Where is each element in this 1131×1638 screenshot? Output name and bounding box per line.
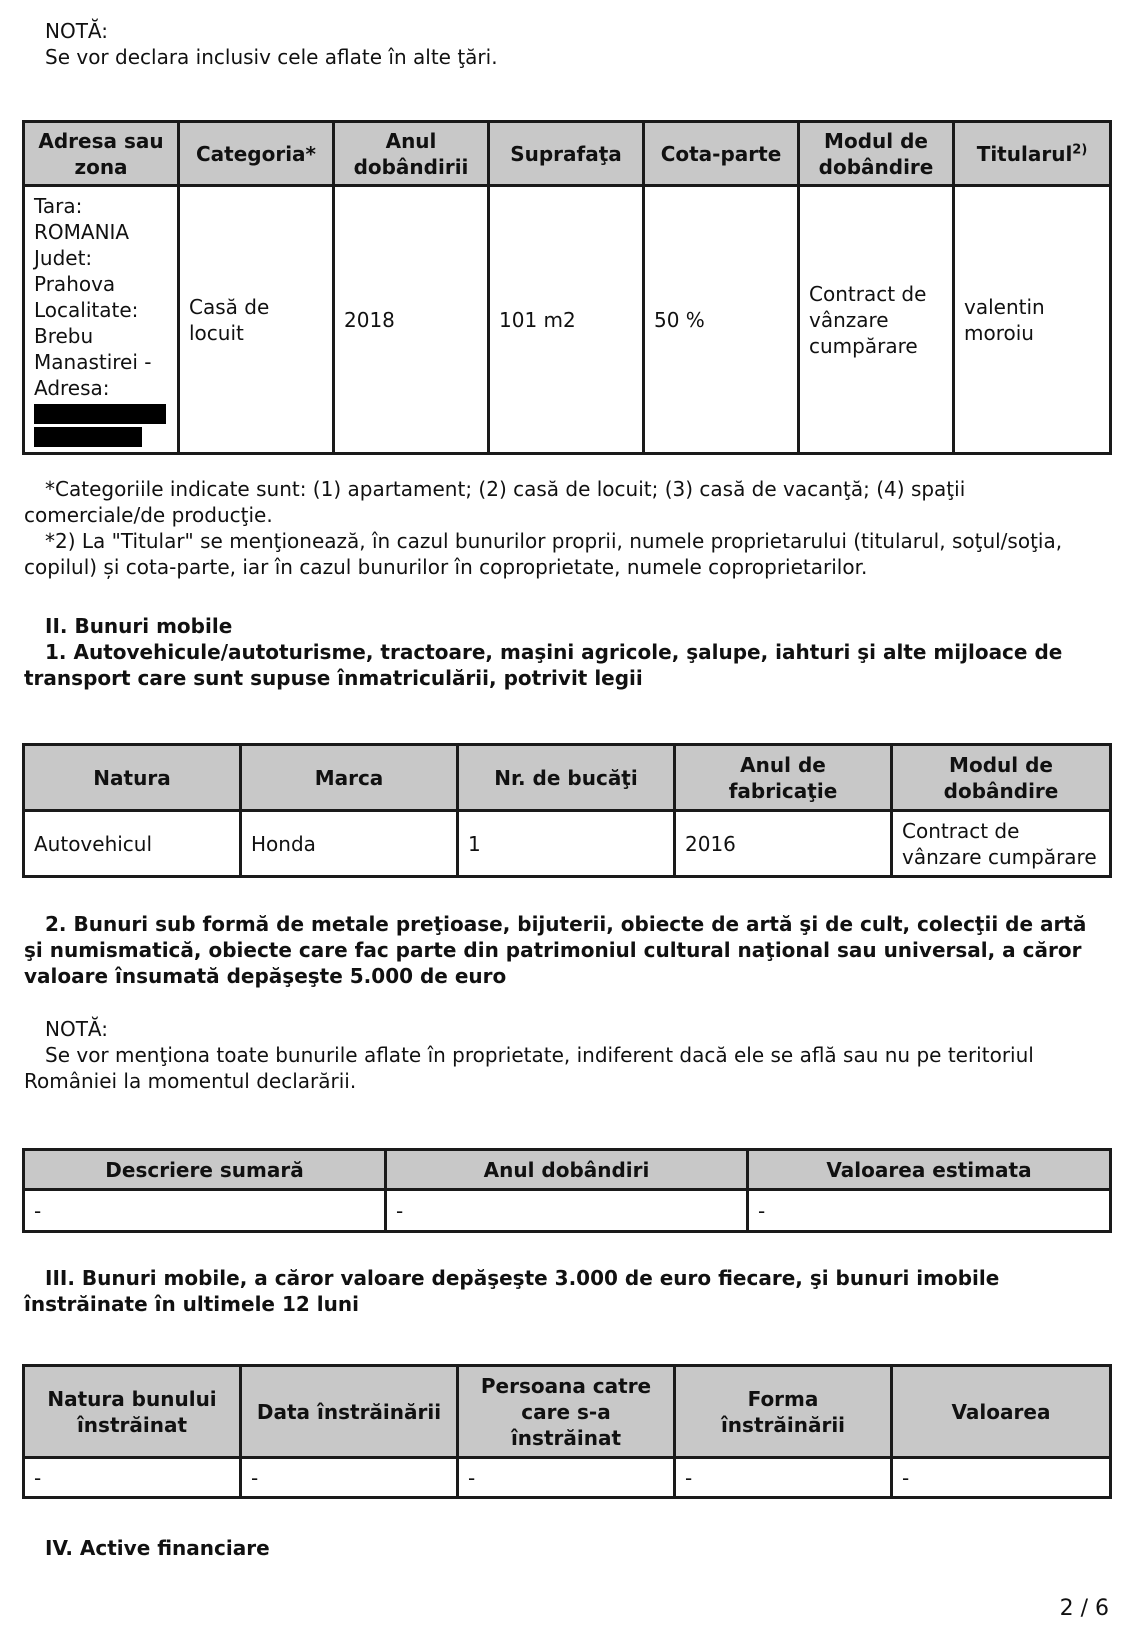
address-line: Judet: [34,246,93,270]
note-text: Se vor declara inclusiv cele aflate în alte ţări. [45,45,498,69]
data-cell: - [241,1458,458,1498]
address-line: Adresa: [34,376,110,400]
col-valoarea-estimata: Valoarea estimata [748,1150,1111,1190]
section-3 [24,1265,1109,1317]
table-header-row [24,1150,1111,1190]
valoarea-cell: - [892,1458,1111,1498]
address-cell [24,186,179,454]
section-4 [24,1535,1109,1561]
col-cota: Cota-parte [644,122,799,186]
subsection-title: 2. Bunuri sub formă de metale preţioase, bijuterii, obiecte de artă şi de cult, colecţii de artă şi numismatică, obiecte care fac parte din patrimoniul cultural naţional sau universal, a căror valoare însumată depăşeşte 5.000 de euro [24,912,1087,988]
alienated-assets-table [22,1364,1112,1499]
address-lines [34,193,168,401]
marca-cell: Honda [241,811,458,877]
note-text: Se vor menţiona toate bunurile aflate în proprietate, indiferent dacă ele se află sau nu pe teritoriul României la momentul declarării. [24,1043,1034,1093]
table-row [24,1458,1111,1498]
section-title: IV. Active financiare [45,1536,270,1560]
address-line: Manastirei - [34,350,152,374]
col-forma: Forma înstrăinării [675,1366,892,1458]
col-adresa: Adresa sau zona [24,122,179,186]
anul-cell: 2018 [334,186,489,454]
valuables-table [22,1148,1112,1233]
table-header-row [24,1366,1111,1458]
table-row [24,1190,1111,1232]
note-label: NOTĂ: [45,19,108,43]
redacted-block [34,427,142,447]
address-line: ROMANIA [34,220,130,244]
modul-cell: Contract de vânzare cumpărare [892,811,1111,877]
col-modul: Modul de dobândire [799,122,954,186]
intro-note [45,18,498,70]
col-nr-bucati: Nr. de bucăţi [458,745,675,811]
anul-cell: 2016 [675,811,892,877]
table-row [24,186,1111,454]
footnotes [24,476,1109,580]
real-estate-table [22,120,1112,455]
col-natura-bunului: Natura bunului înstrăinat [24,1366,241,1458]
section-title: III. Bunuri mobile, a căror valoare depăşeşte 3.000 de euro fiecare, şi bunuri imobile înstrăinate în ultimele 12 luni [24,1266,1000,1316]
col-data-instrainarii: Data înstrăinării [241,1366,458,1458]
table-row [24,811,1111,877]
col-descriere: Descriere sumară [24,1150,386,1190]
col-categoria: Categoria* [179,122,334,186]
modul-cell: Contract de vânzare cumpărare [799,186,954,454]
cota-cell: 50 % [644,186,799,454]
col-marca: Marca [241,745,458,811]
section-2 [24,613,1109,691]
col-titular: Titularul$^{2)}$ [954,122,1111,186]
footnote-categorii: *Categoriile indicate sunt: (1) apartament; (2) casă de locuit; (3) casă de vacanţă; (4) spaţii comerciale/de producţie. [24,477,966,527]
footnote-titular: *2) La "Titular" se menţionează, în cazul bunurilor proprii, numele proprietarului (titularul, soţul/soţia, copilul) și cota-parte, iar în cazul bunurilor în coproprietate, numele coproprietarilor. [24,529,1063,579]
table-header-row [24,745,1111,811]
descriere-cell: - [24,1190,386,1232]
col-natura: Natura [24,745,241,811]
address-line: Prahova [34,272,116,296]
valoarea-cell: - [748,1190,1111,1232]
titular-footnote-ref: 2) [1072,141,1088,157]
address-line: Tara: [34,194,83,218]
anul-cell: - [386,1190,748,1232]
natura-cell: - [24,1458,241,1498]
persoana-cell: - [458,1458,675,1498]
page-number: 2 / 6 [1059,1596,1109,1621]
forma-cell: - [675,1458,892,1498]
nr-cell: 1 [458,811,675,877]
categoria-cell: Casă de locuit [179,186,334,454]
col-suprafata: Suprafaţa [489,122,644,186]
col-anul: Anul dobândirii [334,122,489,186]
section-2-2 [24,911,1109,1094]
titular-cell: valentin moroiu [954,186,1111,454]
address-line: Brebu [34,324,94,348]
address-line: Localitate: [34,298,139,322]
table-header-row [24,122,1111,186]
vehicles-table [22,743,1112,878]
col-persoana: Persoana catre care s-a înstrăinat [458,1366,675,1458]
col-valoarea: Valoarea [892,1366,1111,1458]
col-modul-dobandire: Modul de dobândire [892,745,1111,811]
section-title: II. Bunuri mobile [45,614,233,638]
note-label: NOTĂ: [45,1017,108,1041]
col-anul-fabricatie: Anul de fabricaţie [675,745,892,811]
subsection-title: 1. Autovehicule/autoturisme, tractoare, maşini agricole, şalupe, iahturi şi alte mijloace de transport care sunt supuse înmatriculării, potrivit legii [24,640,1063,690]
col-anul-dobandiri: Anul dobândiri [386,1150,748,1190]
natura-cell: Autovehicul [24,811,241,877]
redacted-block [34,404,166,424]
suprafata-cell: 101 m2 [489,186,644,454]
